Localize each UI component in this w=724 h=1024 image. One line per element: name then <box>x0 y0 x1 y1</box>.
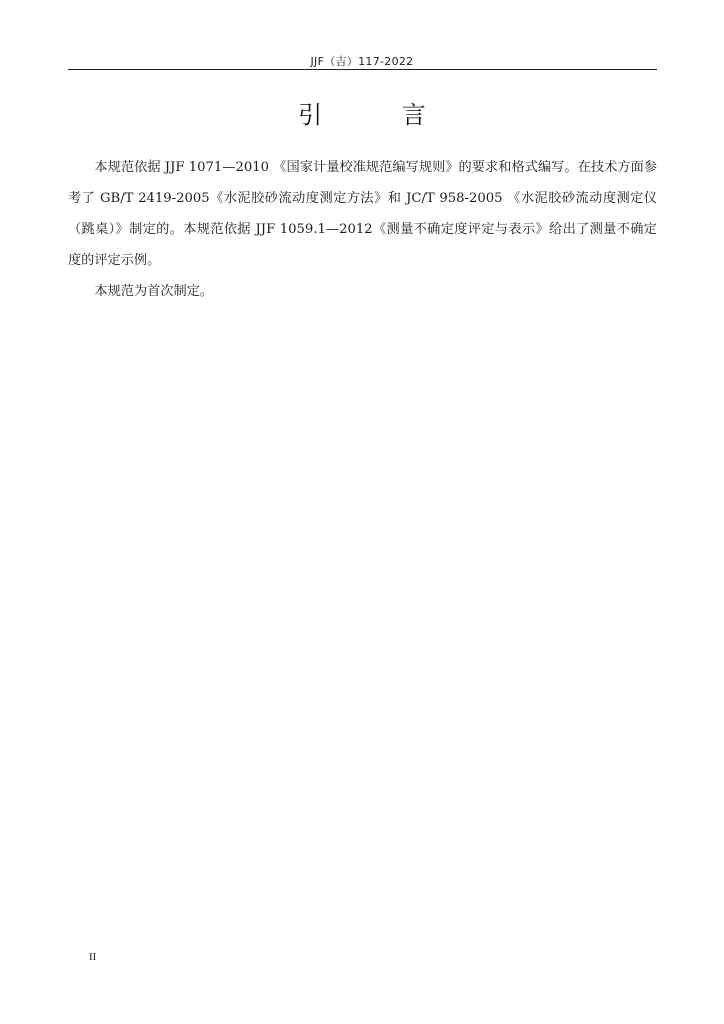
page-title: 引 言 <box>298 101 462 129</box>
header-rule <box>68 69 657 70</box>
paragraph: 本规范为首次制定。 <box>94 284 214 299</box>
header-doc-code: JJF（吉）117-2022 <box>310 55 414 68</box>
body-text <box>68 152 657 307</box>
paragraph: 本规范依据 JJF 1071—2010 《国家计量校准规范编写规则》的要求和格式编写。在技术方面参考了 GB/T 2419-2005《水泥胶砂流动度测定方法》和 JC/T 958-2005 《水泥胶砂流动度测定仪（跳桌）》制定的。本规范依据 JJF 1059.1—2012《测量不确定度评定与表示》给出了测量不确定度的评定示例。 <box>68 160 657 268</box>
page-number: II <box>89 951 97 963</box>
